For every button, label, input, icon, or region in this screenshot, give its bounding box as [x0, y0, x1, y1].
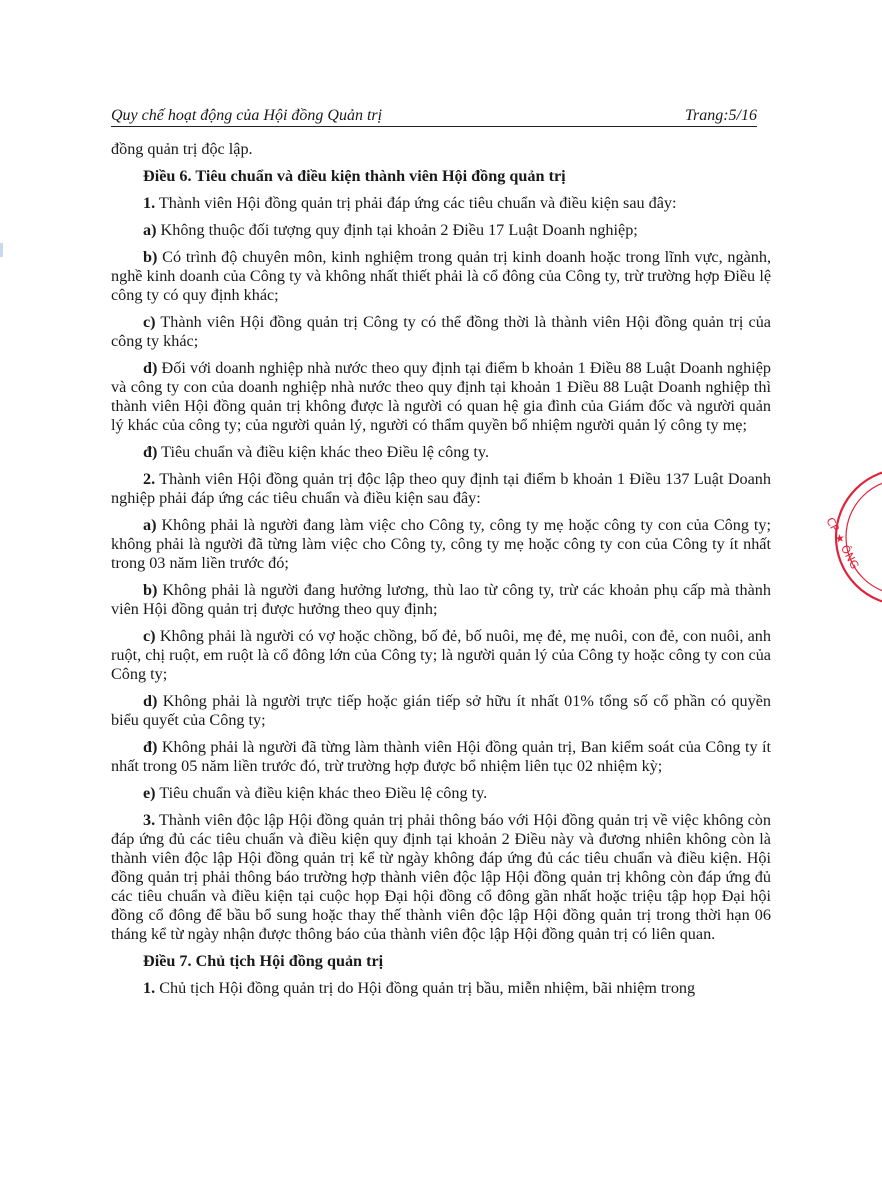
clause-marker: đ) [143, 443, 158, 461]
clause-marker: 2. [143, 470, 156, 488]
article-heading: Điều 6. Tiêu chuẩn và điều kiện thành viên Hội đồng quản trị [143, 167, 566, 185]
clause-text: Không phải là người có vợ hoặc chồng, bố đẻ, bố nuôi, mẹ đẻ, mẹ nuôi, con đẻ, con nuôi, anh ruột, chị ruột, em ruột là cổ đông lớn của Công ty; là người quản lý của Công ty hoặc công ty con của Công ty; [111, 627, 771, 683]
clause-marker: b) [143, 581, 158, 599]
page-number: Trang:5/16 [684, 107, 757, 124]
paragraph-continuation: đồng quản trị độc lập. [111, 140, 253, 158]
clause-paragraph [111, 784, 771, 803]
clause-paragraph [111, 194, 771, 213]
clause-paragraph [111, 313, 771, 351]
clause-text: Không phải là người trực tiếp hoặc gián tiếp sở hữu ít nhất 01% tổng số cổ phần có quyền biểu quyết của Công ty; [111, 692, 771, 729]
clause-marker: c) [143, 313, 156, 331]
clause-text: Thành viên Hội đồng quản trị độc lập theo quy định tại điểm b khoản 1 Điều 137 Luật Doanh nghiệp phải đáp ứng các tiêu chuẩn và điều kiện sau đây: [111, 470, 771, 507]
clause-paragraph [111, 581, 771, 619]
clause-marker: đ) [143, 738, 158, 756]
clause-text: Không phải là người đang hưởng lương, thù lao từ công ty, trừ các khoản phụ cấp mà thành viên Hội đồng quản trị được hưởng theo quy định; [111, 581, 771, 618]
clause-marker: b) [143, 248, 158, 266]
company-seal-stamp [812, 462, 882, 612]
clause-marker: 1. [143, 194, 156, 212]
clause-paragraph [111, 738, 771, 776]
clause-marker: a) [143, 221, 157, 239]
clause-marker: 1. [143, 979, 156, 997]
clause-paragraph [111, 221, 771, 240]
clause-marker: e) [143, 784, 156, 802]
clause-text: Chủ tịch Hội đồng quản trị do Hội đồng quản trị bầu, miễn nhiệm, bãi nhiệm trong [155, 979, 696, 997]
document-title: Quy chế hoạt động của Hội đồng Quản trị [111, 107, 383, 124]
clause-paragraph [111, 248, 771, 305]
clause-marker: a) [143, 516, 157, 534]
clause-text: Tiêu chuẩn và điều kiện khác theo Điều lệ công ty. [155, 784, 488, 802]
clause-text: Không phải là người đang làm việc cho Công ty, công ty mẹ hoặc công ty con của Công ty; không phải là người đã từng làm việc cho Công ty, công ty mẹ hoặc công ty con của Công ty ít nhất trong 03 năm liền trước đó; [111, 516, 771, 572]
stamp-text: CP ★ ÔNG [823, 515, 862, 572]
clause-paragraph [111, 470, 771, 508]
clause-paragraph [111, 627, 771, 684]
clause-text: Thành viên độc lập Hội đồng quản trị phải thông báo với Hội đồng quản trị về việc không còn đáp ứng đủ các tiêu chuẩn và điều kiện quy định tại khoản 2 Điều này và đương nhiên không còn là thành viên độc lập Hội đồng quản trị kể từ ngày không đáp ứng đủ các tiêu chuẩn và điều kiện. Hội đồng quản trị phải thông báo trường hợp thành viên độc lập Hội đồng quản trị không còn đáp ứng đủ các tiêu chuẩn và điều kiện tại cuộc họp Đại hội đồng cổ đông gần nhất hoặc triệu tập họp Đại hội đồng cổ đông để bầu bổ sung hoặc thay thế thành viên độc lập Hội đồng quản trị trong thời hạn 06 tháng kể từ ngày nhận được thông báo của thành viên độc lập Hội đồng quản trị có liên quan. [111, 811, 771, 943]
clause-text: Thành viên Hội đồng quản trị Công ty có thể đồng thời là thành viên Hội đồng quản trị của công ty khác; [111, 313, 771, 350]
clause-text: Đối với doanh nghiệp nhà nước theo quy định tại điểm b khoản 1 Điều 88 Luật Doanh nghiệp và công ty con của doanh nghiệp nhà nước theo quy định tại khoản 1 Điều 88 Luật Doanh nghiệp thì thành viên Hội đồng quản trị không được là người có quan hệ gia đình của Giám đốc và người quản lý khác của công ty; của người quản lý, người có thẩm quyền bổ nhiệm người quản lý công ty mẹ; [111, 359, 771, 434]
clause-text: Thành viên Hội đồng quản trị phải đáp ứng các tiêu chuẩn và điều kiện sau đây: [155, 194, 677, 212]
clause-marker: d) [143, 692, 158, 710]
clause-paragraph [111, 979, 771, 998]
clause-paragraph [111, 811, 771, 944]
page-header [111, 106, 757, 127]
clause-text: Có trình độ chuyên môn, kinh nghiệm trong quản trị kinh doanh hoặc trong lĩnh vực, ngành, nghề kinh doanh của Công ty và không nhất thiết phải là cổ đông của Công ty, trừ trường hợp Điều lệ công ty có quy định khác; [111, 248, 771, 304]
article-heading: Điều 7. Chủ tịch Hội đồng quản trị [143, 952, 384, 970]
document-body [111, 140, 771, 1006]
clause-text: Không phải là người đã từng làm thành viên Hội đồng quản trị, Ban kiểm soát của Công ty ít nhất trong 05 năm liền trước đó, trừ trường hợp được bổ nhiệm liên tục 02 nhiệm kỳ; [111, 738, 771, 775]
clause-paragraph [111, 359, 771, 435]
clause-paragraph [111, 516, 771, 573]
clause-text: Không thuộc đối tượng quy định tại khoản 2 Điều 17 Luật Doanh nghiệp; [156, 221, 638, 239]
clause-text: Tiêu chuẩn và điều kiện khác theo Điều lệ công ty. [157, 443, 490, 461]
clause-paragraph [111, 692, 771, 730]
clause-marker: c) [143, 627, 156, 645]
clause-marker: 3. [143, 811, 156, 829]
clause-paragraph [111, 443, 771, 462]
scan-edge-mark [0, 243, 3, 257]
clause-marker: d) [143, 359, 158, 377]
